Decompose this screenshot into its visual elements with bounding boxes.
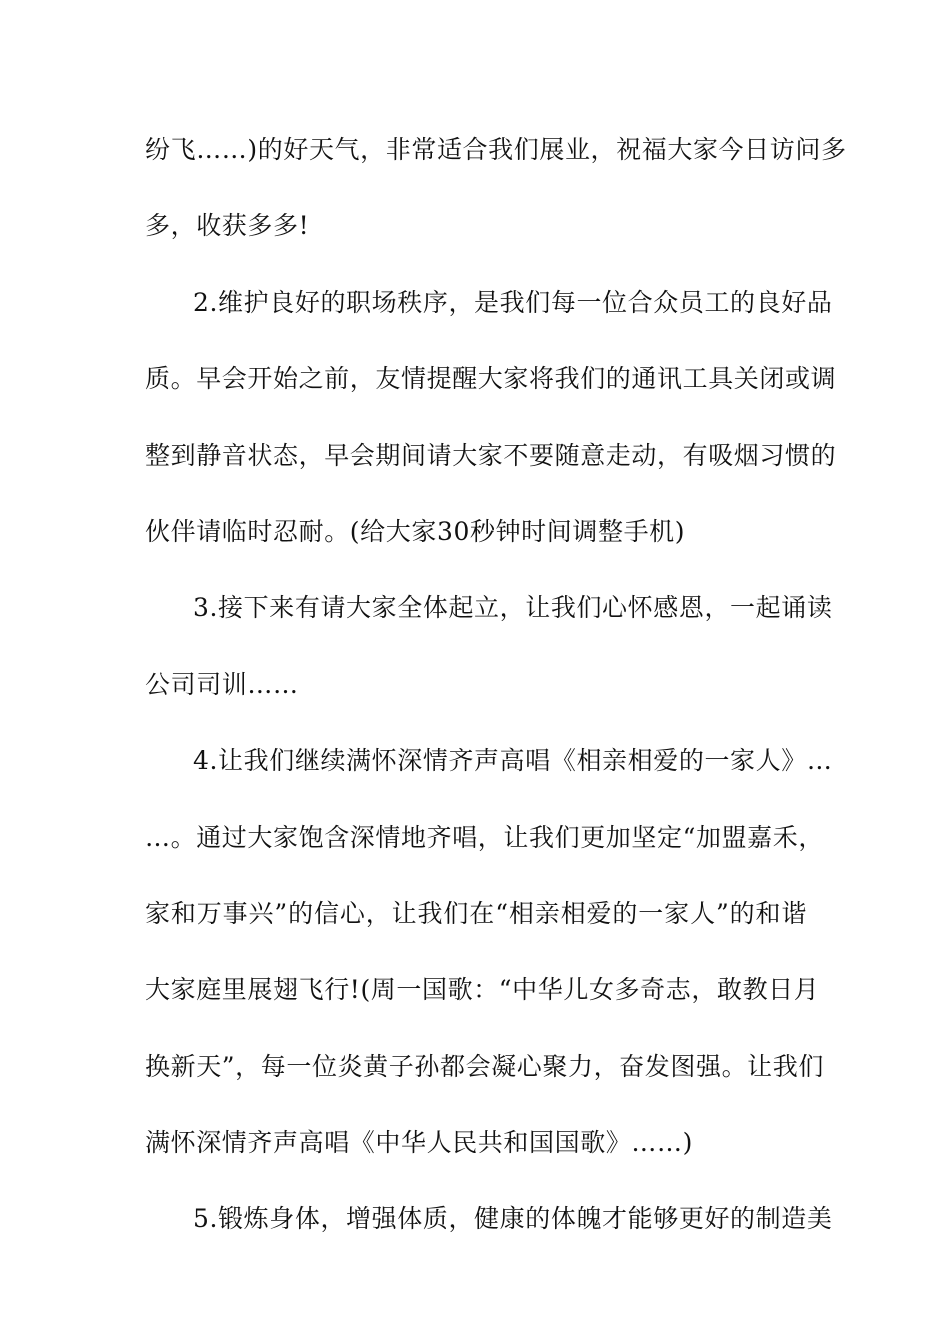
paragraph-line: …。通过大家饱含深情地齐唱，让我们更加坚定“加盟嘉禾， <box>145 822 824 852</box>
paragraph-line: 家和万事兴”的信心，让我们在“相亲相爱的一家人”的和谐 <box>145 898 807 928</box>
paragraph-line: 满怀深情齐声高唱《中华人民共和国国歌》……) <box>145 1128 693 1158</box>
paragraph-line: 公司司训…… <box>145 669 299 699</box>
paragraph-line: 2.维护良好的职场秩序，是我们每一位合众员工的良好品 <box>193 287 833 317</box>
paragraph-line: 纷飞……)的好天气，非常适合我们展业，祝福大家今日访问多 <box>145 135 847 164</box>
paragraph-line: 大家庭里展翅飞行!(周一国歌：“中华儿女多奇志，敢教日月 <box>145 975 820 1005</box>
paragraph-line: 质。早会开始之前，友情提醒大家将我们的通讯工具关闭或调 <box>145 364 837 394</box>
paragraph-line: 伙伴请临时忍耐。(给大家30秒钟时间调整手机) <box>145 516 686 546</box>
paragraph-line: 整到静音状态，早会期间请大家不要随意走动，有吸烟习惯的 <box>145 440 837 470</box>
document-body <box>145 131 847 1277</box>
paragraph-line: 4.让我们继续满怀深情齐声高唱《相亲相爱的一家人》… <box>193 746 833 776</box>
paragraph-line: 多，收获多多! <box>145 211 310 241</box>
paragraph-line: 3.接下来有请大家全体起立，让我们心怀感恩，一起诵读 <box>193 593 833 623</box>
paragraph-line: 5.锻炼身体，增强体质，健康的体魄才能够更好的制造美 <box>193 1204 833 1234</box>
paragraph-line: 换新天”，每一位炎黄子孙都会凝心聚力，奋发图强。让我们 <box>145 1051 824 1081</box>
